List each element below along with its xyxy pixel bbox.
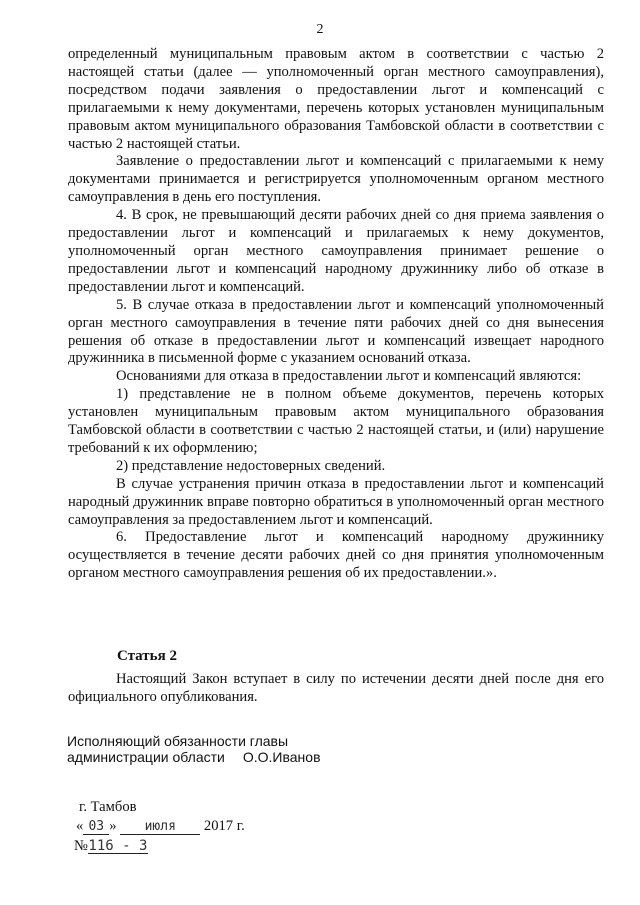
signing-date [76, 818, 245, 835]
place-of-signing: г. Тамбов [79, 799, 137, 815]
article-title: Статья 2 [117, 648, 177, 664]
paragraph-3: 4. В срок, не превышающий десяти рабочих дней со дня приема заявления о предоставлении льгот и компенсаций и прилагаемых к нему документов, уполномоченный орган местного самоуправления принимает решение о предоставлении льгот и компенсаций народному дружиннику либо об отказе в предоставлении льгот и компенсаций. [68, 207, 604, 295]
law-body-text [68, 46, 604, 583]
signatory-position-line1: Исполняющий обязанности главы [67, 733, 289, 749]
paragraph-8: В случае устранения причин отказа в предоставлении льгот и компенсаций народный дружинник вправе повторно обратиться в уполномоченный орган местного самоуправления за предоставлением льгот и компенсаций. [68, 475, 604, 528]
article-text: Настоящий Закон вступает в силу по истечении десяти дней после дня его официального опубликования. [68, 671, 604, 705]
paragraph-5: Основаниями для отказа в предоставлении льгот и компенсаций являются: [116, 368, 582, 385]
paragraph-9: 6. Предоставление льгот и компенсаций народному дружиннику осуществляется в течение десяти рабочих дней со дня принятия уполномоченным органом местного самоуправления решения об их предоставлении.». [68, 529, 604, 582]
paragraph-4: 5. В случае отказа в предоставлении льгот и компенсаций уполномоченный орган местного самоуправления в течение пяти рабочих дней со дня вынесения решения об отказе в предоставлении льгот и компенсаций извещает народного дружинника в письменной форме с указанием оснований отказа. [68, 296, 604, 367]
date-year: 2017 г. [203, 818, 245, 834]
date-month: июля [120, 820, 200, 835]
signatory-position-line2-wrap [67, 749, 321, 765]
date-open-quote: « [76, 818, 84, 834]
page-number: 2 [316, 22, 324, 37]
paragraph-7: 2) представление недостоверных сведений. [116, 457, 386, 474]
number-prefix: № [74, 838, 88, 854]
paragraph-2: Заявление о предоставлении льгот и компенсаций с прилагаемыми к нему документами принимается и регистрируется уполномоченным органом местного самоуправления в день его поступления. [68, 153, 604, 206]
signatory-name: О.О.Иванов [242, 749, 321, 765]
date-close-quote: » [109, 818, 117, 834]
paragraph-6: 1) представление не в полном объеме документов, перечень которых установлен муниципальным правовым актом муниципального образования Тамбовской области в соответствии с частью 2 настоящей статьи, и (или) нарушение требований к их оформлению; [68, 386, 604, 456]
signatory-position-line2: администрации области [67, 749, 225, 765]
date-day: 03 [83, 820, 109, 835]
signature-block [67, 733, 321, 765]
paragraph-1: определенный муниципальным правовым актом в соответствии с частью 2 настоящей статьи (далее –– уполномоченный орган местного самоуправления), посредством подачи заявления о предоставлении льгот и компенсаций с прилагаемыми к нему документами, перечень которых установлен муниципальным правовым актом муниципального образования Тамбовской области в соответствии с частью 2 настоящей статьи. [68, 46, 604, 152]
law-number [74, 838, 148, 855]
number-value: 116 - З [88, 838, 148, 854]
